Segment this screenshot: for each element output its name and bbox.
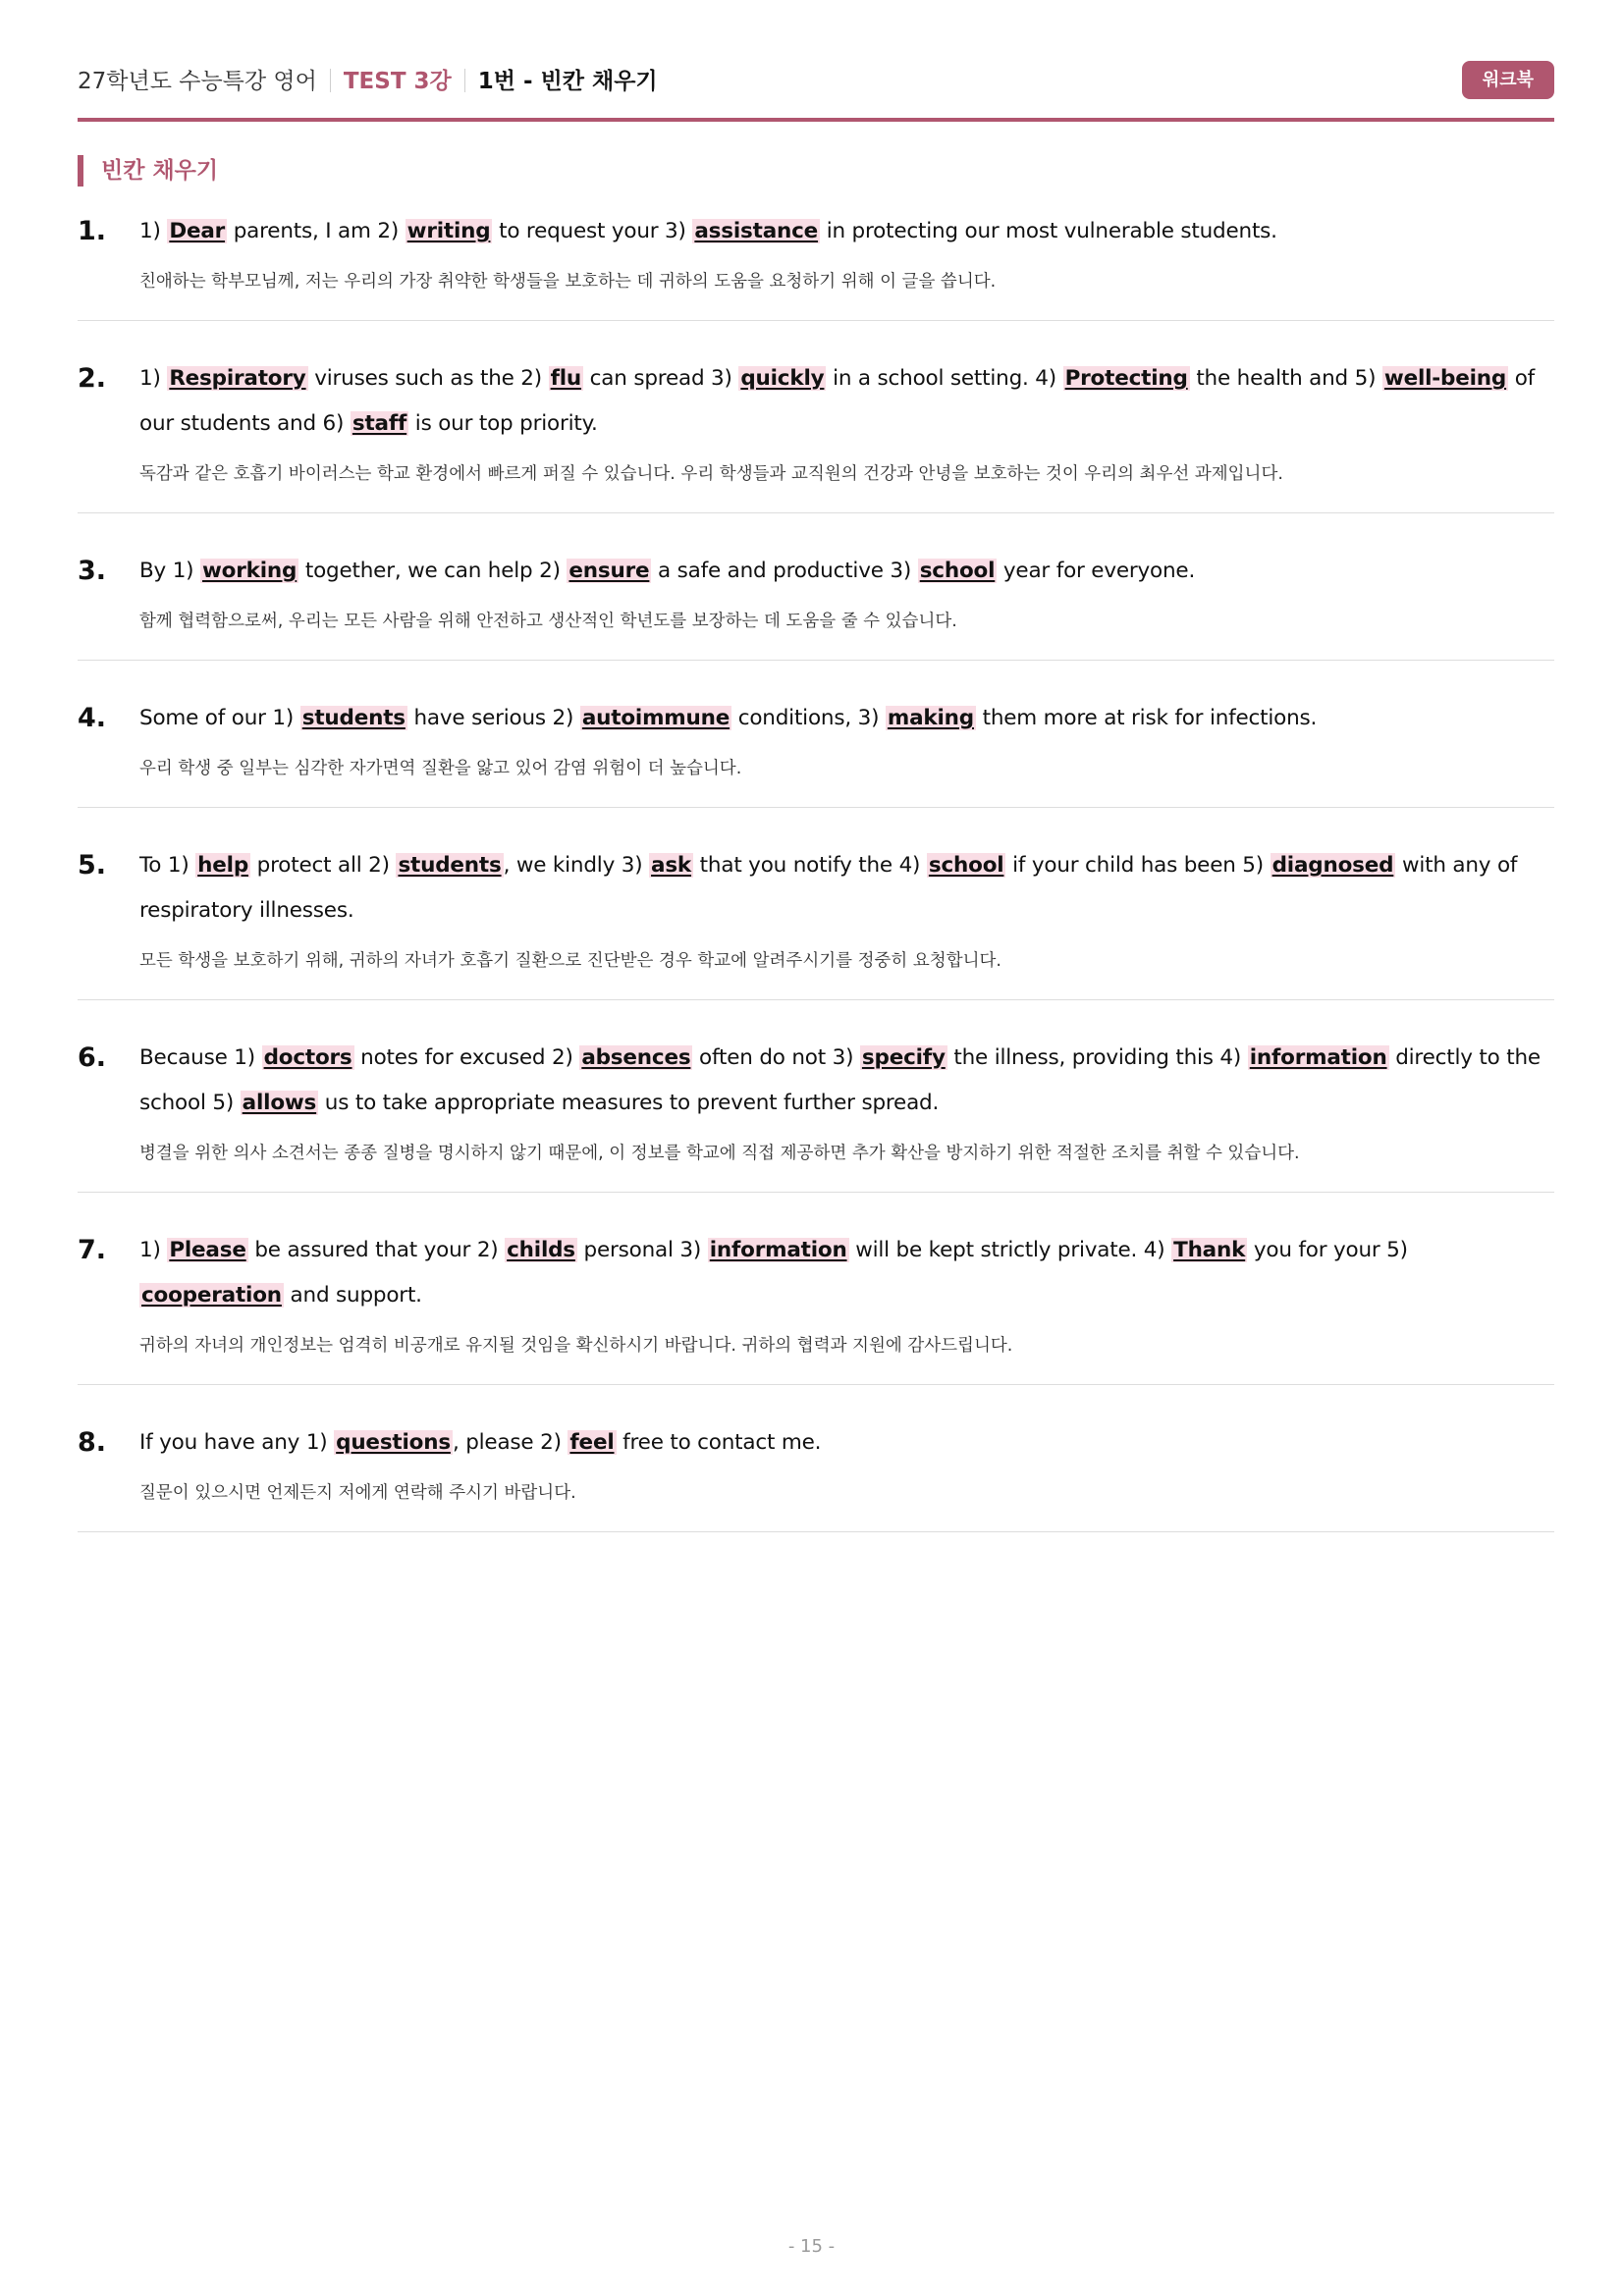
- exercise-item: [78, 513, 1554, 661]
- sentence-text: parents, I am 2): [227, 219, 406, 243]
- answer-word: flu: [550, 366, 582, 391]
- korean-translation: 모든 학생을 보호하기 위해, 귀하의 자녀가 호흡기 질환으로 진단받은 경우 학교에 알려주시기를 정중히 요청합니다.: [139, 951, 1001, 971]
- answer-word: cooperation: [141, 1283, 282, 1308]
- sentence-text: protect all 2): [250, 853, 397, 878]
- korean-translation: 귀하의 자녀의 개인정보는 엄격히 비공개로 유지될 것임을 확신하시기 바랍니다. 귀하의 협력과 지원에 감사드립니다.: [139, 1336, 1013, 1356]
- answer-word: working: [202, 559, 298, 583]
- section-title: 빈칸 채우기: [78, 155, 218, 187]
- sentence-text: , we kindly 3): [503, 853, 650, 878]
- answer-word: quickly: [740, 366, 825, 391]
- answer-word: Thank: [1173, 1238, 1246, 1262]
- answer-word: feel: [569, 1430, 615, 1455]
- korean-translation: 질문이 있으시면 언제든지 저에게 연락해 주시기 바랍니다.: [139, 1483, 576, 1503]
- sentence-text: 1): [139, 1238, 168, 1262]
- answer-word: ensure: [568, 559, 650, 583]
- book-title: 27학년도 수능특강 영어: [78, 69, 317, 94]
- english-sentence: [139, 1036, 1554, 1126]
- sentence-text: Some of our 1): [139, 706, 300, 730]
- sentence-text: be assured that your 2): [247, 1238, 506, 1262]
- sentence-text: 1): [139, 219, 168, 243]
- sentence-text: them more at risk for infections.: [975, 706, 1318, 730]
- item-number: 8.: [78, 1427, 107, 1458]
- english-sentence: [139, 356, 1554, 447]
- english-sentence: [139, 209, 1554, 254]
- sentence-text: to request your 3): [492, 219, 693, 243]
- sentence-text: conditions, 3): [731, 706, 886, 730]
- page-header: [78, 61, 1554, 122]
- topic-label: 1번 - 빈칸 채우기: [477, 69, 658, 94]
- exercise-item: [78, 1385, 1554, 1532]
- sentence-text: By 1): [139, 559, 201, 583]
- sentence-text: Because 1): [139, 1045, 262, 1070]
- sentence-text: us to take appropriate measures to prevent further spread.: [318, 1091, 940, 1115]
- answer-word: students: [301, 706, 406, 730]
- korean-translation: 독감과 같은 호흡기 바이러스는 학교 환경에서 빠르게 퍼질 수 있습니다. 우리 학생들과 교직원의 건강과 안녕을 보호하는 것이 우리의 최우선 과제입니다.: [139, 464, 1283, 484]
- answer-word: absences: [581, 1045, 691, 1070]
- item-number: 2.: [78, 363, 107, 394]
- english-sentence: [139, 696, 1554, 741]
- sentence-text: of our students and 6): [139, 366, 1536, 436]
- item-number: 4.: [78, 703, 107, 733]
- answer-word: help: [197, 853, 249, 878]
- answer-word: questions: [336, 1430, 451, 1455]
- sentence-text: To 1): [139, 853, 196, 878]
- korean-translation: 우리 학생 중 일부는 심각한 자가면역 질환을 앓고 있어 감염 위험이 더 높습니다.: [139, 759, 742, 778]
- answer-word: students: [398, 853, 502, 878]
- answer-word: writing: [406, 219, 491, 243]
- sentence-text: will be kept strictly private. 4): [848, 1238, 1172, 1262]
- answer-word: Protecting: [1064, 366, 1188, 391]
- sentence-text: that you notify the 4): [693, 853, 927, 878]
- korean-translation: 함께 협력함으로써, 우리는 모든 사람을 위해 안전하고 생산적인 학년도를 보장하는 데 도움을 줄 수 있습니다.: [139, 612, 957, 631]
- sentence-text: , please 2): [452, 1430, 568, 1455]
- sentence-text: 1): [139, 366, 168, 391]
- english-sentence: [139, 549, 1554, 594]
- answer-word: school: [919, 559, 996, 583]
- item-number: 7.: [78, 1235, 107, 1265]
- sentence-text: often do not 3): [692, 1045, 860, 1070]
- answer-word: allows: [242, 1091, 317, 1115]
- sentence-text: if your child has been 5): [1005, 853, 1271, 878]
- sentence-text: you for your 5): [1247, 1238, 1408, 1262]
- exercise-item: [78, 194, 1554, 321]
- answer-word: autoimmune: [581, 706, 730, 730]
- answer-word: well-being: [1383, 366, 1507, 391]
- sentence-text: with any of respiratory illnesses.: [139, 853, 1518, 923]
- sentence-text: personal 3): [576, 1238, 708, 1262]
- header-title: [78, 65, 658, 98]
- answer-word: diagnosed: [1271, 853, 1394, 878]
- answer-word: staff: [352, 411, 407, 436]
- item-number: 3.: [78, 556, 107, 586]
- answer-word: assistance: [694, 219, 819, 243]
- item-number: 5.: [78, 850, 107, 881]
- sentence-text: year for everyone.: [997, 559, 1196, 583]
- header-divider: [464, 69, 465, 92]
- item-number: 1.: [78, 216, 107, 246]
- sentence-text: directly to the school 5): [139, 1045, 1541, 1115]
- exercise-item: [78, 1000, 1554, 1193]
- answer-word: Respiratory: [169, 366, 306, 391]
- answer-word: ask: [651, 853, 692, 878]
- exercise-item: [78, 321, 1554, 513]
- sentence-text: can spread 3): [583, 366, 739, 391]
- sentence-text: together, we can help 2): [298, 559, 568, 583]
- test-label: TEST 3강: [343, 69, 452, 94]
- sentence-text: If you have any 1): [139, 1430, 335, 1455]
- sentence-text: is our top priority.: [408, 411, 598, 436]
- header-divider: [330, 69, 331, 92]
- sentence-text: a safe and productive 3): [651, 559, 918, 583]
- sentence-text: the health and 5): [1189, 366, 1382, 391]
- item-number: 6.: [78, 1042, 107, 1073]
- answer-word: specify: [861, 1045, 946, 1070]
- sentence-text: viruses such as the 2): [307, 366, 549, 391]
- workbook-badge: 워크북: [1462, 61, 1554, 99]
- english-sentence: [139, 1228, 1554, 1318]
- answer-word: making: [887, 706, 974, 730]
- sentence-text: have serious 2): [406, 706, 580, 730]
- english-sentence: [139, 843, 1554, 934]
- korean-translation: 친애하는 학부모님께, 저는 우리의 가장 취약한 학생들을 보호하는 데 귀하의 도움을 요청하기 위해 이 글을 씁니다.: [139, 272, 997, 292]
- sentence-text: and support.: [283, 1283, 422, 1308]
- page-number: - 15 -: [787, 2236, 836, 2257]
- korean-translation: 병결을 위한 의사 소견서는 종종 질병을 명시하지 않기 때문에, 이 정보를 학교에 직접 제공하면 추가 확산을 방지하기 위한 적절한 조치를 취할 수 있습니다.: [139, 1144, 1300, 1163]
- exercise-item: [78, 808, 1554, 1000]
- answer-word: information: [709, 1238, 847, 1262]
- answer-word: school: [928, 853, 1004, 878]
- exercise-item: [78, 1193, 1554, 1385]
- answer-word: doctors: [263, 1045, 352, 1070]
- exercise-item: [78, 661, 1554, 808]
- sentence-text: the illness, providing this 4): [947, 1045, 1248, 1070]
- sentence-text: notes for excused 2): [353, 1045, 580, 1070]
- english-sentence: [139, 1420, 1554, 1466]
- answer-word: Dear: [169, 219, 226, 243]
- exercise-list: [78, 194, 1554, 1532]
- sentence-text: in a school setting. 4): [826, 366, 1063, 391]
- sentence-text: free to contact me.: [616, 1430, 822, 1455]
- answer-word: childs: [507, 1238, 575, 1262]
- answer-word: information: [1249, 1045, 1387, 1070]
- answer-word: Please: [169, 1238, 246, 1262]
- sentence-text: in protecting our most vulnerable students.: [820, 219, 1277, 243]
